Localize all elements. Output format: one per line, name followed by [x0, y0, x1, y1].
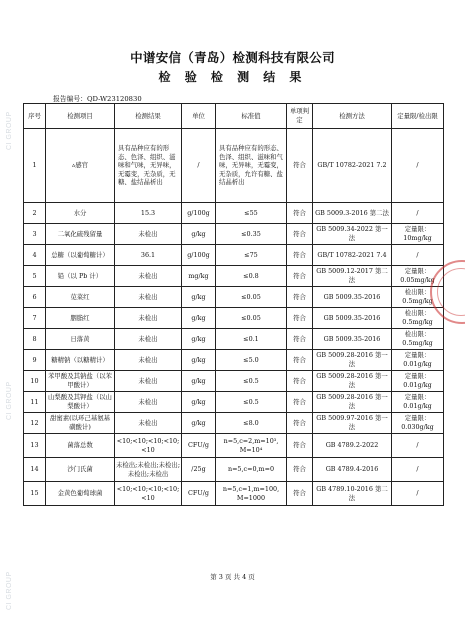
- column-header: 检测方法: [313, 104, 392, 129]
- cell-unit: g/100g: [182, 245, 216, 266]
- cell-unit: g/100g: [182, 203, 216, 224]
- cell-no: 2: [24, 203, 46, 224]
- cell-unit: g/kg: [182, 287, 216, 308]
- cell-result: <10;<10;<10;<10;<10: [115, 482, 182, 506]
- cell-result: <10;<10;<10;<10;<10: [115, 434, 182, 458]
- cell-verdict: 符合: [287, 203, 313, 224]
- report-title: 检 验 检 测 结 果: [158, 70, 307, 84]
- cell-method: GB 5009.28-2016 第一法: [313, 371, 392, 392]
- watermark-left-3: CI GROUP: [6, 571, 13, 610]
- table-header-row: [24, 104, 444, 129]
- cell-item: 水分: [46, 203, 115, 224]
- cell-standard: ≤5.0: [216, 350, 287, 371]
- cell-standard: n=5,c=1,m=100, M=1000: [216, 482, 287, 506]
- cell-no: 7: [24, 308, 46, 329]
- cell-item: 糖精钠（以糖精计）: [46, 350, 115, 371]
- results-table: [23, 103, 444, 506]
- cell-no: 4: [24, 245, 46, 266]
- cell-result: 36.1: [115, 245, 182, 266]
- table-row: [24, 266, 444, 287]
- cell-item: 沙门氏菌: [46, 458, 115, 482]
- table-row: [24, 203, 444, 224]
- cell-item: 菌落总数: [46, 434, 115, 458]
- cell-method: GB 5009.35-2016: [313, 308, 392, 329]
- cell-no: 8: [24, 329, 46, 350]
- cell-verdict: 符合: [287, 482, 313, 506]
- cell-unit: CFU/g: [182, 434, 216, 458]
- cell-method: GB 5009.35-2016: [313, 329, 392, 350]
- cell-unit: g/kg: [182, 371, 216, 392]
- table-row: [24, 392, 444, 413]
- cell-standard: ≤0.5: [216, 392, 287, 413]
- cell-verdict: 符合: [287, 371, 313, 392]
- cell-limit: 检出限：0.5mg/kg: [392, 287, 444, 308]
- cell-item: 甜蜜素(以环己基氨基磺酸计): [46, 413, 115, 434]
- cell-result: 未检出: [115, 413, 182, 434]
- watermark-left-1: CI GROUP: [6, 111, 13, 150]
- cell-item: 二氧化硫残留量: [46, 224, 115, 245]
- cell-verdict: 符合: [287, 413, 313, 434]
- cell-result: 未检出: [115, 287, 182, 308]
- cell-limit: 定量限：0.05mg/kg: [392, 266, 444, 287]
- table-row: [24, 413, 444, 434]
- cell-standard: ≤0.05: [216, 287, 287, 308]
- cell-verdict: 符合: [287, 129, 313, 203]
- cell-standard: ≤8.0: [216, 413, 287, 434]
- cell-verdict: 符合: [287, 392, 313, 413]
- cell-no: 13: [24, 434, 46, 458]
- table-row: [24, 224, 444, 245]
- column-header: 单位: [182, 104, 216, 129]
- cell-limit: /: [392, 482, 444, 506]
- cell-limit: /: [392, 245, 444, 266]
- cell-no: 14: [24, 458, 46, 482]
- table-row: [24, 482, 444, 506]
- cell-standard: n=5,c=2,m=10³, M=10⁴: [216, 434, 287, 458]
- cell-result: 15.3: [115, 203, 182, 224]
- table-row: [24, 245, 444, 266]
- cell-unit: g/kg: [182, 392, 216, 413]
- cell-unit: g/kg: [182, 350, 216, 371]
- column-header: 序号: [24, 104, 46, 129]
- cell-standard: n=5,c=0,m=0: [216, 458, 287, 482]
- cell-verdict: 符合: [287, 287, 313, 308]
- page-footer: 第 3 页 共 4 页: [210, 573, 255, 581]
- cell-limit: 定量限：0.01g/kg: [392, 371, 444, 392]
- cell-standard: ≤0.05: [216, 308, 287, 329]
- cell-item: 山梨酸及其钾盐（以山梨酸计）: [46, 392, 115, 413]
- cell-standard: 具有品种应有的形态、色泽、组织、滋味和气味，无异味，无霉变，无杂质，允许有糖、盐结晶析出: [216, 129, 287, 203]
- cell-verdict: 符合: [287, 434, 313, 458]
- cell-limit: /: [392, 458, 444, 482]
- cell-no: 5: [24, 266, 46, 287]
- cell-limit: /: [392, 203, 444, 224]
- cell-verdict: 符合: [287, 224, 313, 245]
- cell-limit: 定量限：0.01g/kg: [392, 350, 444, 371]
- company-title: 中谱安信（青岛）检测科技有限公司: [130, 50, 335, 65]
- column-header: 检测项目: [46, 104, 115, 129]
- cell-no: 15: [24, 482, 46, 506]
- column-header: 标准值: [216, 104, 287, 129]
- cell-limit: 定量限：0.01g/kg: [392, 392, 444, 413]
- cell-method: GB 4789.2-2022: [313, 434, 392, 458]
- cell-standard: ≤55: [216, 203, 287, 224]
- cell-method: GB 5009.34-2022 第一法: [313, 224, 392, 245]
- cell-item: 苯甲酸及其钠盐（以苯甲酸计）: [46, 371, 115, 392]
- table-row: [24, 350, 444, 371]
- cell-result: 未检出: [115, 350, 182, 371]
- report-number-value: QD-W23120830: [86, 95, 142, 103]
- cell-no: 1: [24, 129, 46, 203]
- cell-method: GB/T 10782-2021 7.4: [313, 245, 392, 266]
- cell-unit: g/kg: [182, 413, 216, 434]
- table-body: [24, 129, 444, 506]
- cell-limit: 定量限：0.030g/kg: [392, 413, 444, 434]
- cell-limit: /: [392, 129, 444, 203]
- cell-method: GB 5009.28-2016 第一法: [313, 392, 392, 413]
- watermark-left-2: CI GROUP: [6, 381, 13, 420]
- cell-result: 未检出: [115, 329, 182, 350]
- cell-result: 具有品种应有的形态、色泽、组织、滋味和气味，无异味，无霉变，无杂质，无糖、盐结晶析出: [115, 129, 182, 203]
- cell-no: 10: [24, 371, 46, 392]
- cell-no: 6: [24, 287, 46, 308]
- cell-unit: CFU/g: [182, 482, 216, 506]
- cell-unit: g/kg: [182, 224, 216, 245]
- cell-method: GB 5009.28-2016 第一法: [313, 350, 392, 371]
- cell-item: 胭脂红: [46, 308, 115, 329]
- table-row: [24, 434, 444, 458]
- column-header: 定量限/检出限: [392, 104, 444, 129]
- cell-result: 未检出: [115, 266, 182, 287]
- cell-method: GB 5009.3-2016 第二法: [313, 203, 392, 224]
- cell-verdict: 符合: [287, 245, 313, 266]
- cell-standard: ≤0.5: [216, 371, 287, 392]
- cell-result: 未检出;未检出;未检出;未检出;未检出: [115, 458, 182, 482]
- cell-verdict: 符合: [287, 308, 313, 329]
- cell-limit: 定量限：10mg/kg: [392, 224, 444, 245]
- cell-method: GB 5009.12-2017 第二法: [313, 266, 392, 287]
- cell-unit: g/kg: [182, 308, 216, 329]
- cell-limit: 检出限：0.5mg/kg: [392, 308, 444, 329]
- table-row: [24, 329, 444, 350]
- cell-standard: ≤0.8: [216, 266, 287, 287]
- cell-no: 9: [24, 350, 46, 371]
- cell-item: 苋菜红: [46, 287, 115, 308]
- cell-item: 日落黄: [46, 329, 115, 350]
- cell-method: GB 4789.4-2016: [313, 458, 392, 482]
- cell-no: 12: [24, 413, 46, 434]
- cell-item: 总糖（以葡萄糖计）: [46, 245, 115, 266]
- cell-no: 11: [24, 392, 46, 413]
- table-row: [24, 308, 444, 329]
- cell-standard: ≤0.1: [216, 329, 287, 350]
- cell-unit: /25g: [182, 458, 216, 482]
- cell-standard: ≤75: [216, 245, 287, 266]
- cell-limit: 检出限：0.5mg/kg: [392, 329, 444, 350]
- cell-result: 未检出: [115, 224, 182, 245]
- cell-result: 未检出: [115, 308, 182, 329]
- cell-method: GB 5009.35-2016: [313, 287, 392, 308]
- cell-unit: g/kg: [182, 329, 216, 350]
- cell-limit: /: [392, 434, 444, 458]
- table-row: [24, 371, 444, 392]
- report-number-label: 报告编号：: [53, 95, 87, 103]
- column-header: 检测结果: [115, 104, 182, 129]
- cell-item: ▵感官: [46, 129, 115, 203]
- cell-verdict: 符合: [287, 350, 313, 371]
- cell-item: 铅（以 Pb 计）: [46, 266, 115, 287]
- cell-result: 未检出: [115, 392, 182, 413]
- cell-no: 3: [24, 224, 46, 245]
- column-header: 单项判定: [287, 104, 313, 129]
- table-row: [24, 129, 444, 203]
- cell-item: 金黄色葡萄球菌: [46, 482, 115, 506]
- cell-verdict: 符合: [287, 458, 313, 482]
- cell-method: GB/T 10782-2021 7.2: [313, 129, 392, 203]
- cell-method: GB 5009.97-2016 第一法: [313, 413, 392, 434]
- cell-result: 未检出: [115, 371, 182, 392]
- cell-method: GB 4789.10-2016 第二法: [313, 482, 392, 506]
- cell-verdict: 符合: [287, 329, 313, 350]
- cell-unit: mg/kg: [182, 266, 216, 287]
- report-number: [53, 93, 142, 103]
- cell-unit: /: [182, 129, 216, 203]
- table-row: [24, 458, 444, 482]
- table-row: [24, 287, 444, 308]
- cell-standard: ≤0.35: [216, 224, 287, 245]
- cell-verdict: 符合: [287, 266, 313, 287]
